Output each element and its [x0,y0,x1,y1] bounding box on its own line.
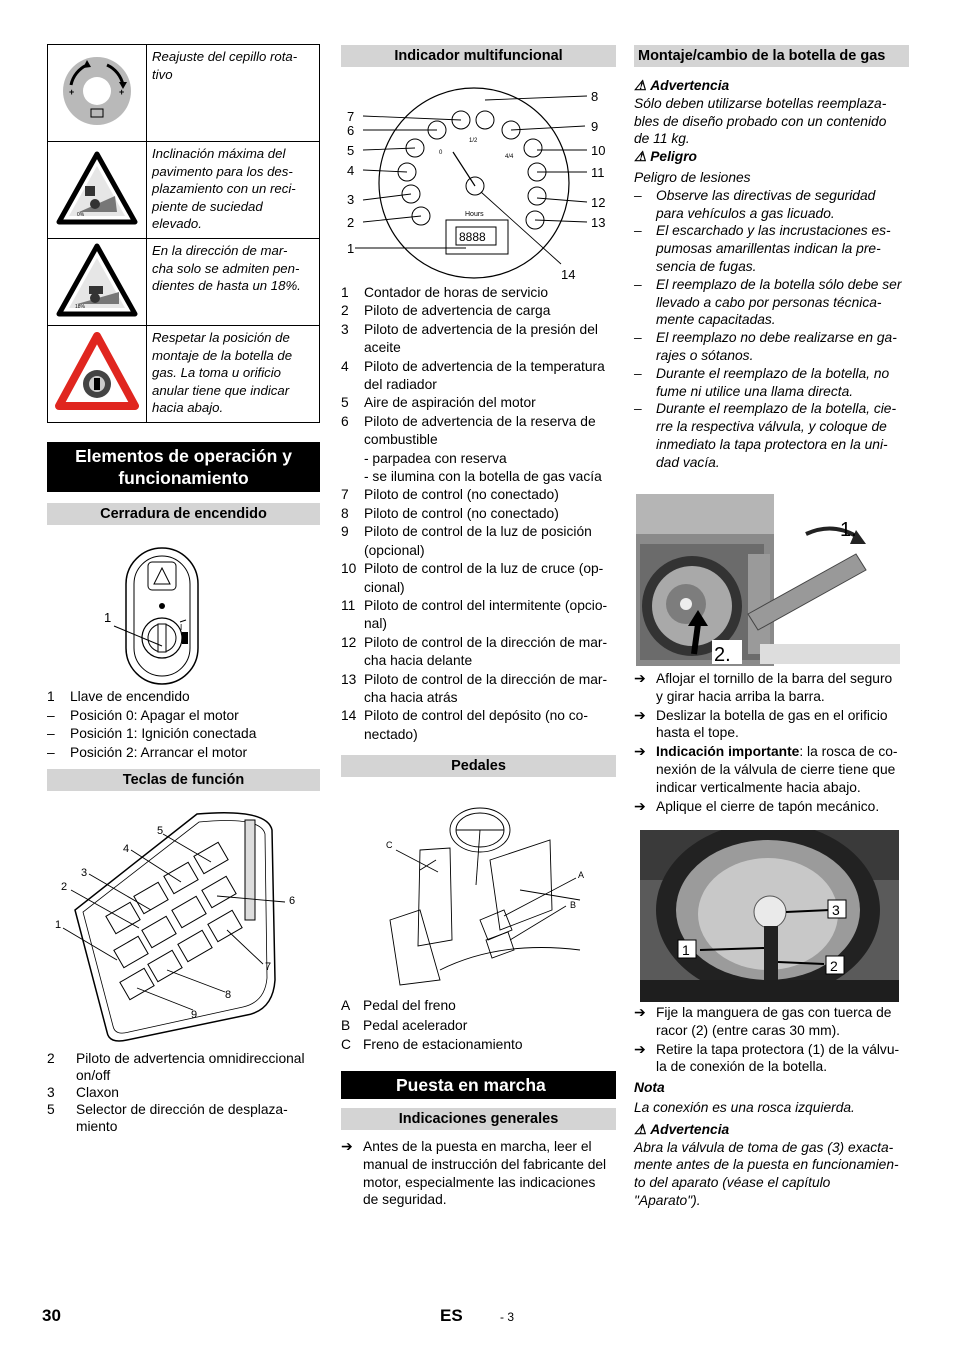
list-item [341,523,616,560]
indicator-heading: Indicador multifuncional [341,45,616,67]
symbol-line: Respetar la posición de [152,330,290,345]
symbol-cell [48,142,147,239]
function-keys-heading: Teclas de función [47,769,320,791]
item-text: Piloto de control del intermitente (opcio- [364,597,608,613]
item-text: Piloto de advertencia omnidireccional [76,1051,305,1066]
gas-valve-photo-2 [640,830,899,1002]
symbol-line: pavimento para los des- [152,163,293,179]
list-item [47,744,320,763]
callout: 3 [832,902,840,918]
list-item [341,413,616,450]
gauge-label: 4/4 [505,154,514,160]
text-line: mente antes de la puesta en funcionamien- [634,1157,899,1173]
list-item [47,1084,320,1101]
section-title [47,442,320,492]
callout: 1 [682,942,690,958]
danger-label [634,148,909,166]
callout: 4 [347,163,355,178]
callout: 12 [591,195,606,210]
callout: 4 [123,843,130,855]
function-keys-figure [47,800,320,1048]
list-item [341,450,616,468]
item-number: 6 [341,413,349,429]
gauge-label: 1/2 [469,138,478,144]
important-label: Indicación importante [656,744,800,760]
item-dash: – [47,707,55,723]
item-number: 14 [341,708,357,724]
pedal-list [341,996,616,1055]
list-item [341,302,616,320]
symbol-line: piente de suciedad [152,198,263,214]
step-item: ➔ Indicación importante: la rosca de co- nexión de la válvula de cierre tiene que indicar verticalmente hacia abajo. [634,744,898,795]
item-text: miento [76,1119,118,1134]
gas-warnings [634,77,909,472]
list-item: – El reemplazo de la botella sólo debe ser llevado a cabo por personas técnica- mente capacitadas. [634,276,902,328]
item-text: Piloto de control (no conectado) [364,487,559,503]
list-item: – Durante el reemplazo de la botella, no fume ni utilice una llama directa. [634,365,890,399]
callout: 3 [81,867,88,879]
step-item: ➔ Aflojar el tornillo de la barra del seguro y girar hacia arriba la barra. [634,671,893,704]
callout: C [386,840,393,850]
item-text: combustible [364,432,438,448]
list-item [47,1050,320,1084]
item-letter: B [341,1017,351,1033]
list-item: – Durante el reemplazo de la botella, cie- rre la respectiva válvula, y coloque de inmediato la tapa protectora en la uni- dad vacía. [634,401,897,470]
symbols-table [47,44,320,423]
item-number: 8 [341,505,349,521]
steps-2 [634,1004,909,1210]
callout: 10 [591,143,606,158]
item-text: on/off [76,1068,111,1083]
symbol-text [147,142,320,239]
warning-icon: ⚠ [634,149,647,165]
list-item [341,560,616,597]
callout: 7 [265,961,272,973]
gas-bottle-position-icon [55,332,139,412]
item-text: Posición 2: Arrancar el motor [70,744,248,760]
item-text: Llave de encendido [70,689,190,704]
symbol-line: gas. La toma u orificio [152,365,282,381]
item-text: Piloto de control del depósito (no co- [364,708,588,724]
text-line: Antes de la puesta en marcha, leer el [363,1139,592,1154]
symbol-line: tivo [152,66,173,82]
symbol-line: Reajuste del cepillo rota- [152,49,298,64]
ignition-list [47,688,320,762]
sub-page [500,1306,514,1326]
callout: A [578,870,585,880]
item-number: 4 [341,358,349,374]
arrow-icon: ➔ [634,744,646,760]
text-line: de 11 kg. [634,131,690,147]
callout: 3 [347,192,355,207]
callout: 8 [225,989,232,1001]
text-line: bles de diseño probado con un contenido [634,113,887,129]
callout: 6 [347,123,355,138]
text-line: Sólo deben utilizarse botellas reemplaza- [634,95,887,111]
item-text: cha hacia delante [364,653,473,669]
list-item: – Observe las directivas de seguridad para vehículos a gas licuado. [634,187,876,221]
item-text: Pedal acelerador [363,1017,468,1033]
item-number: 3 [341,321,349,337]
pedals-figure [380,790,600,995]
arrow-icon: ➔ [634,1041,646,1057]
general-text [341,1138,616,1209]
step-item: ➔ Retire la tapa protectora (1) de la válvu- la de conexión de la botella. [634,1041,900,1075]
list-item [341,597,616,634]
item-number: 11 [341,597,356,613]
list-item [341,505,616,523]
item-text: Piloto de control (no conectado) [364,505,559,521]
list-item [47,1101,320,1135]
list-item [341,1016,616,1036]
item-text: - se ilumina con la botella de gas vacía [364,469,602,485]
sub-page-text: - 3 [500,1310,515,1324]
danger-title: Peligro [650,149,697,165]
callout: 2. [714,644,731,666]
item-text: nal) [364,616,388,632]
item-number: 1 [341,285,349,300]
warning-label [634,77,909,95]
slope-warning-icon [55,150,139,226]
arrow-icon: ➔ [634,798,646,814]
startup-title: Puesta en marcha [341,1071,616,1099]
item-text: Piloto de control de la luz de posición [364,524,592,540]
language-code: ES [440,1306,463,1325]
item-dash: – [47,726,55,742]
symbol-cell [48,45,147,142]
list-item [341,468,616,486]
slope-18-icon [55,242,139,318]
note-label: Nota [634,1080,665,1096]
page-number: 30 [42,1306,61,1325]
list-item [341,486,616,504]
indicator-list [341,284,616,744]
arrow-icon: ➔ [341,1139,353,1154]
item-text: Piloto de advertencia de carga [364,303,551,319]
item-text: Posición 1: Ignición conectada [70,726,257,742]
arrow-icon: ➔ [634,1005,646,1020]
list-item [341,634,616,671]
keys-list [47,1050,320,1135]
item-number: 9 [341,524,349,540]
svg-text:+: + [69,86,75,97]
item-text: Piloto de advertencia de la presión del [364,321,598,337]
symbol-line: elevado. [152,216,202,232]
symbol-line: plazamiento con un reci- [152,181,296,197]
item-text: Pedal del freno [363,998,456,1013]
warning-label [634,1121,909,1139]
item-text: Contador de horas de servicio [364,285,549,300]
list-item [341,358,616,395]
callout: 2 [61,881,68,893]
symbol-text [147,45,320,142]
callout: 1 [347,241,355,256]
item-text: Piloto de control de la dirección de mar- [364,634,608,650]
text-line: motor, especialmente las indicaciones [363,1174,596,1190]
list-item: – El reemplazo no debe realizarse en ga- rajes o sótanos. [634,330,897,363]
item-text: Freno de estacionamiento [363,1037,523,1052]
item-text: cional) [364,579,405,595]
gauge-label: 0 [439,150,443,156]
item-letter: C [341,1037,351,1052]
list-item [47,725,320,744]
general-heading: Indicaciones generales [341,1108,616,1130]
text-line: manual de instrucción del fabricante del [363,1156,607,1172]
callout: 1 [55,919,62,931]
item-number: 10 [341,561,357,577]
symbol-line: dientes de hasta un 18%. [152,278,301,294]
item-dash: – [47,744,55,760]
item-text: Selector de dirección de desplaza- [76,1102,288,1117]
item-number: 3 [47,1085,55,1100]
item-text: (opcional) [364,542,425,558]
item-text: Piloto de advertencia de la temperatura [364,358,605,374]
callout: 9 [591,119,599,134]
item-number: 13 [341,671,357,687]
warning-title: Advertencia [650,1121,730,1137]
gas-bottle-photo-1 [636,494,908,666]
warning-icon: ⚠ [634,78,647,93]
warning-title: Advertencia [650,78,730,93]
gas-heading: Montaje/cambio de la botella de gas [634,45,909,67]
callout: 11 [591,165,605,180]
list-item [341,707,616,744]
arrow-icon: ➔ [634,671,646,686]
callout: 2 [830,958,838,974]
list-item [341,394,616,412]
item-text: cha hacia atrás [364,689,458,705]
slope-label: 18% [75,303,86,310]
callout: 6 [289,895,296,907]
steps-1 [634,670,909,815]
text-line: de seguridad. [363,1192,447,1208]
list-item [341,321,616,358]
item-text: - parpadea con reserva [364,450,507,466]
pedals-heading: Pedales [341,755,616,777]
list-item [341,1035,616,1055]
callout: 14 [561,267,576,282]
callout: 1 [104,610,112,625]
callout: B [570,900,577,910]
callout: 5 [347,143,355,158]
section-title-line: funcionamiento [118,468,249,488]
callout: 5 [157,825,164,837]
note-text: La conexión es una rosca izquierda. [634,1099,855,1115]
text-line: to del aparato (véase el capítulo [634,1175,831,1191]
symbol-line: En la dirección de mar- [152,243,288,258]
step-item: ➔ Deslizar la botella de gas en el orificio hasta el tope. [634,707,888,741]
text-line: Abra la válvula de toma de gas (3) exacta- [634,1139,894,1155]
callout: 9 [191,1009,198,1021]
symbol-text [147,239,320,326]
gauge-label: Hours [465,211,484,218]
symbol-line: anular tiene que indicar [152,382,290,398]
multifunction-indicator-figure [341,80,616,285]
text-line: Peligro de lesiones [634,169,751,185]
callout: 13 [591,215,606,230]
item-number: 2 [47,1051,55,1066]
symbol-cell [48,239,147,326]
item-number: 12 [341,634,357,650]
symbol-cell [48,326,147,423]
step-item [341,1138,616,1209]
svg-text:I: I [180,623,183,632]
symbol-line: cha solo se admiten pen- [152,260,300,276]
item-text: Piloto de control de la dirección de mar- [364,671,608,687]
ignition-heading: Cerradura de encendido [47,503,320,525]
item-text: Aire de aspiración del motor [364,395,536,411]
item-number: 1 [47,689,55,704]
item-text: Claxon [76,1085,119,1100]
hour-display: 8888 [459,230,486,244]
item-text: aceite [364,340,401,356]
list-item [47,688,320,707]
item-number: 7 [341,487,349,503]
step-item: ➔ Aplique el cierre de tapón mecánico. [634,798,880,814]
arrow-icon: ➔ [634,707,646,723]
callout: 8 [591,89,599,104]
list-item [47,707,320,726]
callout: 1. [840,519,857,541]
item-number: 2 [341,303,349,319]
symbol-line: Inclinación máxima del [152,146,286,161]
text-line: "Aparato"). [634,1192,701,1208]
svg-text:+: + [119,86,125,97]
brush-adjust-icon [57,51,137,131]
danger-list [634,187,909,472]
step-item: ➔ Fije la manguera de gas con tuerca de racor (2) (entre caras 30 mm). [634,1005,892,1038]
slope-label: 0% [77,211,85,218]
item-text: nectado) [364,726,418,742]
warning-icon: ⚠ [634,1121,647,1137]
item-text: Piloto de control de la luz de cruce (op- [364,561,604,577]
symbol-line: hacia abajo. [152,400,224,416]
item-letter: A [341,998,351,1013]
list-item [341,671,616,708]
item-text: Piloto de advertencia de la reserva de [364,413,596,429]
callout: 2 [347,215,355,230]
section-title-line: Elementos de operación y [75,446,292,466]
list-item: – El escarchado y las incrustaciones es- pumosas amarillentas indican la pre- sencia de fugas. [634,223,891,274]
item-text: del radiador [364,377,437,393]
list-item [341,284,616,302]
list-item [341,996,616,1016]
item-number: 5 [341,395,349,411]
ignition-lock-figure [96,538,226,690]
item-number: 5 [47,1102,55,1117]
symbol-text [147,326,320,423]
callout: 7 [347,109,355,124]
item-text: Posición 0: Apagar el motor [70,707,239,723]
symbol-line: montaje de la botella de [152,347,293,363]
